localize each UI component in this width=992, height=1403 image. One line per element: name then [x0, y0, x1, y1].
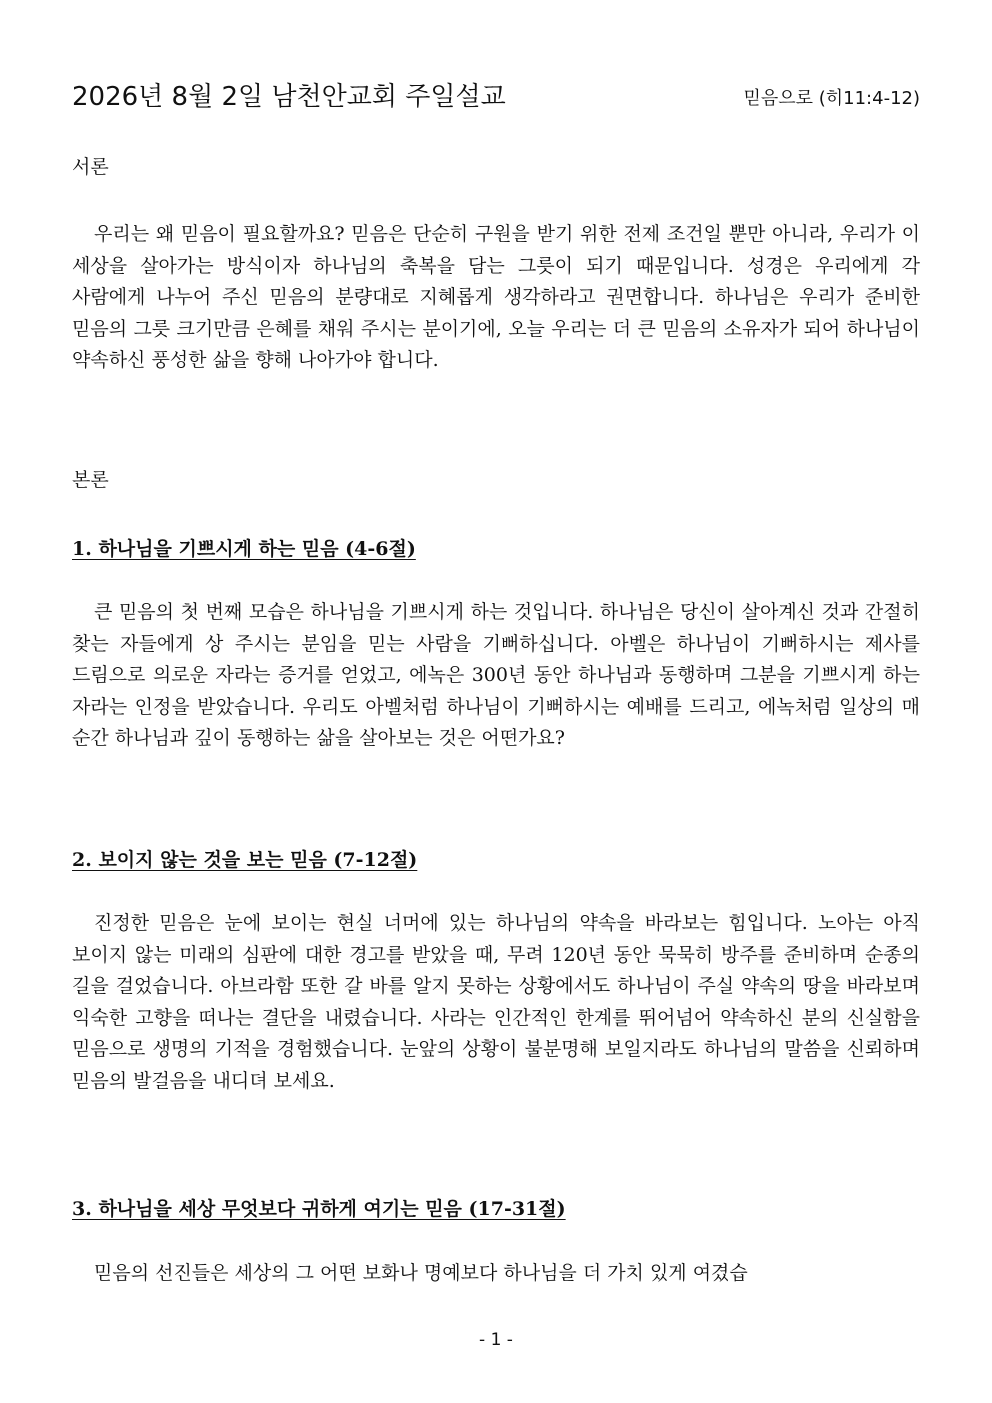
intro-label: 서론 — [72, 156, 109, 178]
section-1-paragraph: 큰 믿음의 첫 번째 모습은 하나님을 기쁘시게 하는 것입니다. 하나님은 당신이 살아계신 것과 간절히 찾는 자들에게 상 주시는 분임을 믿는 사람을 기뻐하십니다. 아벨은 하나님이 기뻐하시는 제사를 드림으로 의로운 자라는 증거를 얻었고, 에녹은 300년 동안 하나님과 동행하며 그분을 기쁘시게 하는 자라는 인정을 받았습니다. 우리도 아벨처럼 하나님이 기뻐하시는 예배를 드리고, 에녹처럼 일상의 매 순간 하나님과 깊이 동행하는 삶을 살아보는 것은 어떤가요? — [72, 601, 920, 749]
sermon-title: 2026년 8월 2일 남천안교회 주일설교 — [72, 82, 506, 112]
body-label: 본론 — [72, 469, 109, 491]
scripture-reference: 믿음으로 (히11:4-12) — [743, 88, 920, 109]
section-1-heading: 1. 하나님을 기쁘시게 하는 믿음 (4-6절) — [72, 538, 416, 560]
section-2-paragraph: 진정한 믿음은 눈에 보이는 현실 너머에 있는 하나님의 약속을 바라보는 힘입니다. 노아는 아직 보이지 않는 미래의 심판에 대한 경고를 받았을 때, 무려 120년 동안 묵묵히 방주를 준비하며 순종의 길을 걸었습니다. 아브라함 또한 갈 바를 알지 못하는 상황에서도 하나님이 주실 약속의 땅을 바라보며 익숙한 고향을 떠나는 결단을 내렸습니다. 사라는 인간적인 한계를 뛰어넘어 약속하신 분의 신실함을 믿음으로 생명의 기적을 경험했습니다. 눈앞의 상황이 불분명해 보일지라도 하나님의 말씀을 신뢰하며 믿음의 발걸음을 내디뎌 보세요. — [72, 912, 920, 1092]
section-3-paragraph: 믿음의 선진들은 세상의 그 어떤 보화나 명예보다 하나님을 더 가치 있게 여겼습 — [94, 1262, 748, 1284]
section-2-heading: 2. 보이지 않는 것을 보는 믿음 (7-12절) — [72, 849, 418, 871]
intro-paragraph: 우리는 왜 믿음이 필요할까요? 믿음은 단순히 구원을 받기 위한 전제 조건일 뿐만 아니라, 우리가 이 세상을 살아가는 방식이자 하나님의 축복을 담는 그릇이 되기 때문입니다. 성경은 우리에게 각 사람에게 나누어 주신 믿음의 분량대로 지혜롭게 생각하라고 권면합니다. 하나님은 우리가 준비한 믿음의 그릇 크기만큼 은혜를 채워 주시는 분이기에, 오늘 우리는 더 큰 믿음의 소유자가 되어 하나님이 약속하신 풍성한 삶을 향해 나아가야 합니다. — [72, 223, 920, 371]
document-header — [72, 74, 920, 114]
page-number: - 1 - — [479, 1330, 513, 1350]
section-3-heading: 3. 하나님을 세상 무엇보다 귀하게 여기는 믿음 (17-31절) — [72, 1198, 566, 1220]
